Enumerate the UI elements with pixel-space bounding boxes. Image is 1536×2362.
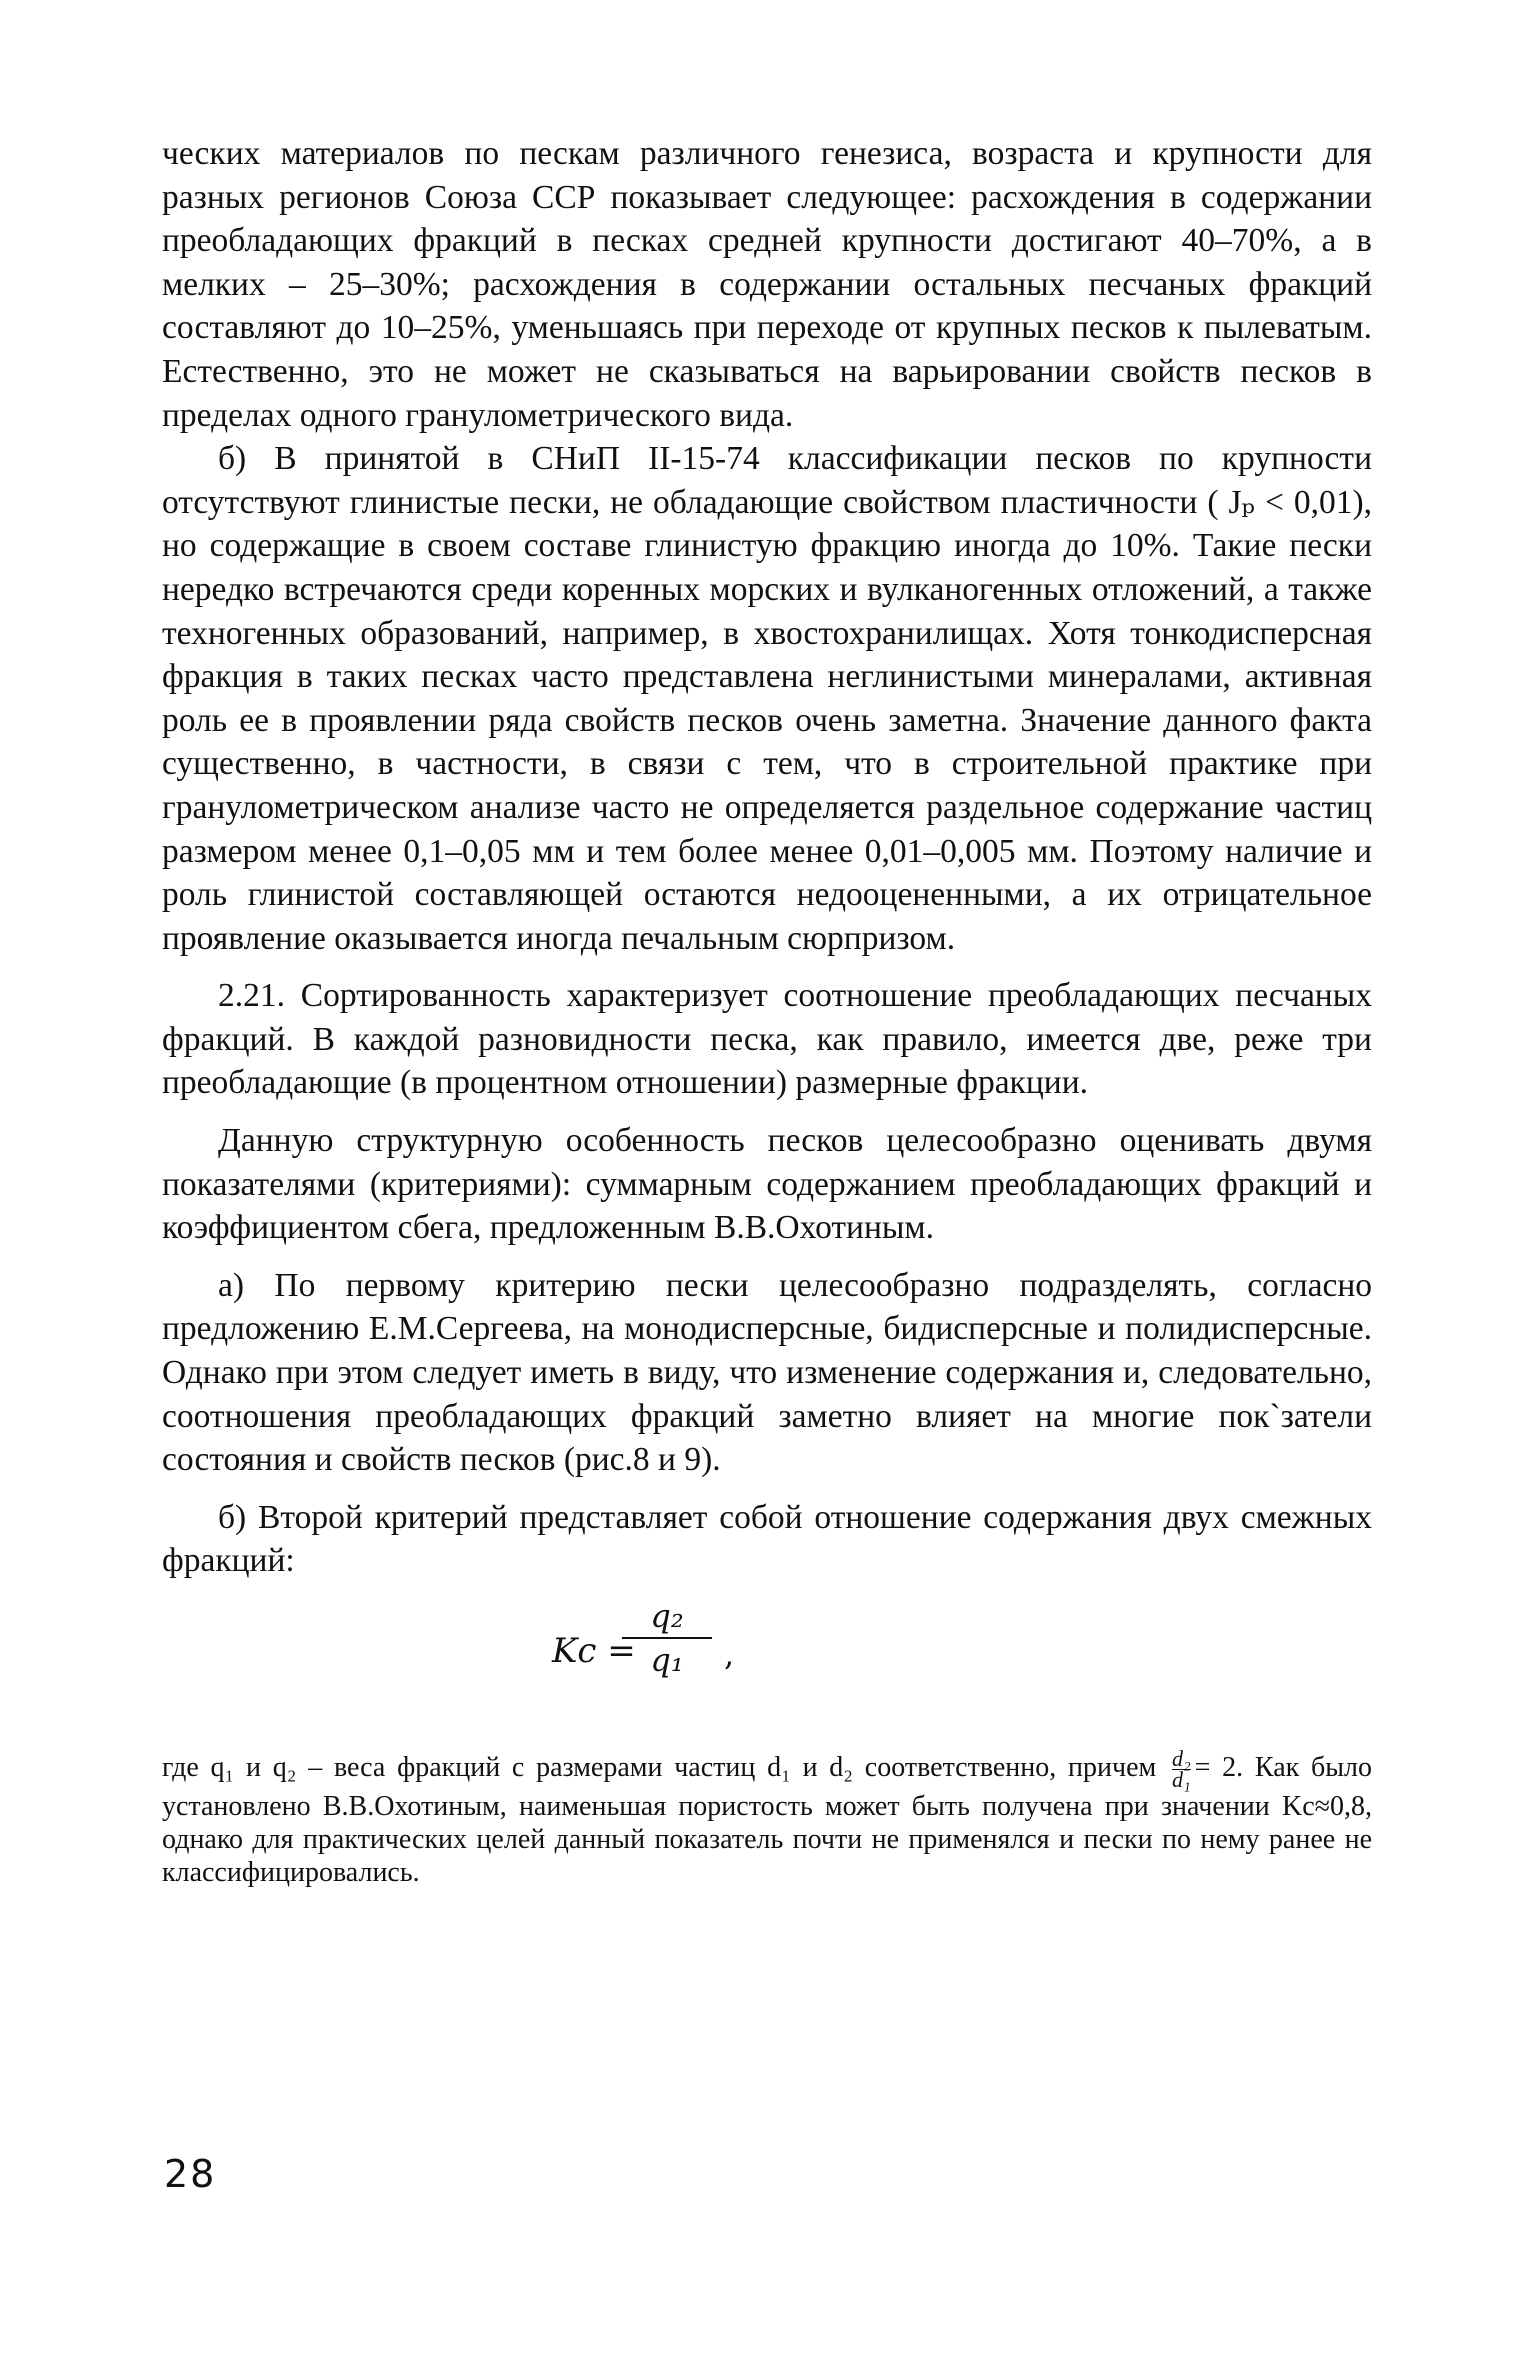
formula-trail: , <box>724 1635 735 1673</box>
footnote-frac-num: d₂ <box>1171 1746 1191 1771</box>
paragraph-b-clay-sands: б) В принятой в СНиП II-15-74 классификации песков по крупности отсутствуют глинистые пески, не обладающие свойством пластичности ( Jₚ < 0,01), но содержащие в своем составе глинистую фракцию иногда до 10%. Такие пески нередко встречаются среди коренных морских и вулканогенных отложений, а также техногенных образований, например, в хвостохранилищах. Хотя тонкодисперсная фракция в таких песках часто представлена неглинистыми минералами, активная роль ее в проявлении ряда свойств песков очень заметна. Значение данного факта существенно, в частности, в связи с тем, что в строительной практике при гранулометрическом анализе часто не определяется раздельное содержание частиц размером менее 0,1–0,05 мм и тем более менее 0,01–0,005 мм. Поэтому наличие и роль глинистой составляющей остаются недооцененными, а их отрицательное проявление оказывается иногда печальным сюрпризом. <box>162 440 1372 957</box>
paragraph-2-21: 2.21. Сортированность характеризует соотношение преобладающих песчаных фракций. В каждой разновидности песка, как правило, имеется две, реже три преобладающие (в процентном отношении) размерные фракции. <box>162 977 1372 1102</box>
paragraph-a-criterion: а) По первому критерию пески целесообразно подразделять, согласно предложению Е.М.Сергеева, на монодисперсные, бидисперсные и полидисперсные. Однако при этом следует иметь в виду, что изменение содержания и, следовательно, соотношения преобладающих фракций заметно влияет на многие пок`затели состояния и свойств песков (рис.8 и 9). <box>162 1266 1372 1479</box>
paragraph-b-criterion: б) Второй критерий представляет собой отношение содержания двух смежных фракций: <box>162 1498 1372 1580</box>
footnote-fraction <box>1171 1746 1191 1792</box>
footnote <box>162 1746 1372 1889</box>
formula-kc <box>162 1593 1372 1743</box>
formula-fraction <box>622 1597 712 1679</box>
paragraph-intro: ческих материалов по пескам различного генезиса, возраста и крупности для разных регионов Союза ССР показывает следующее: расхождения в содержании преобладающих фракций в песках средней крупности достигают 40–70%, а в мелких – 25–30%; расхождения в содержании остальных песчаных фракций составляют до 10–25%, уменьшаясь при переходе от крупных песков к пылеватым. Естественно, это не может не сказываться на варьировании свойств песков в пределах одного гранулометрического вида. <box>162 135 1372 434</box>
paragraph-criteria: Данную структурную особенность песков целесообразно оценивать двумя показателями (критериями): суммарным содержанием преобладающих фракций и коэффициентом сбега, предложенным В.В.Охотиным. <box>162 1122 1372 1247</box>
footnote-part2: = 2. Как было установлено В.В.Охотиным, наименьшая пористость может быть получена при значении Kc≈0,8, однако для практических целей данный показатель почти не применялся и пески по нему ранее не классифицировались. <box>162 1751 1372 1888</box>
page-number: 28 <box>164 2152 217 2196</box>
fraction-bar <box>622 1637 712 1639</box>
page-body <box>162 132 1372 1889</box>
formula-denominator: q₁ <box>650 1641 684 1679</box>
formula-lhs: Kc = <box>552 1631 636 1671</box>
footnote-frac-den: d₁ <box>1171 1767 1191 1792</box>
footnote-part1: где q₁ и q₂ – веса фракций с размерами частиц d₁ и d₂ соответственно, причем <box>162 1751 1157 1783</box>
formula-numerator: q₂ <box>650 1597 684 1635</box>
